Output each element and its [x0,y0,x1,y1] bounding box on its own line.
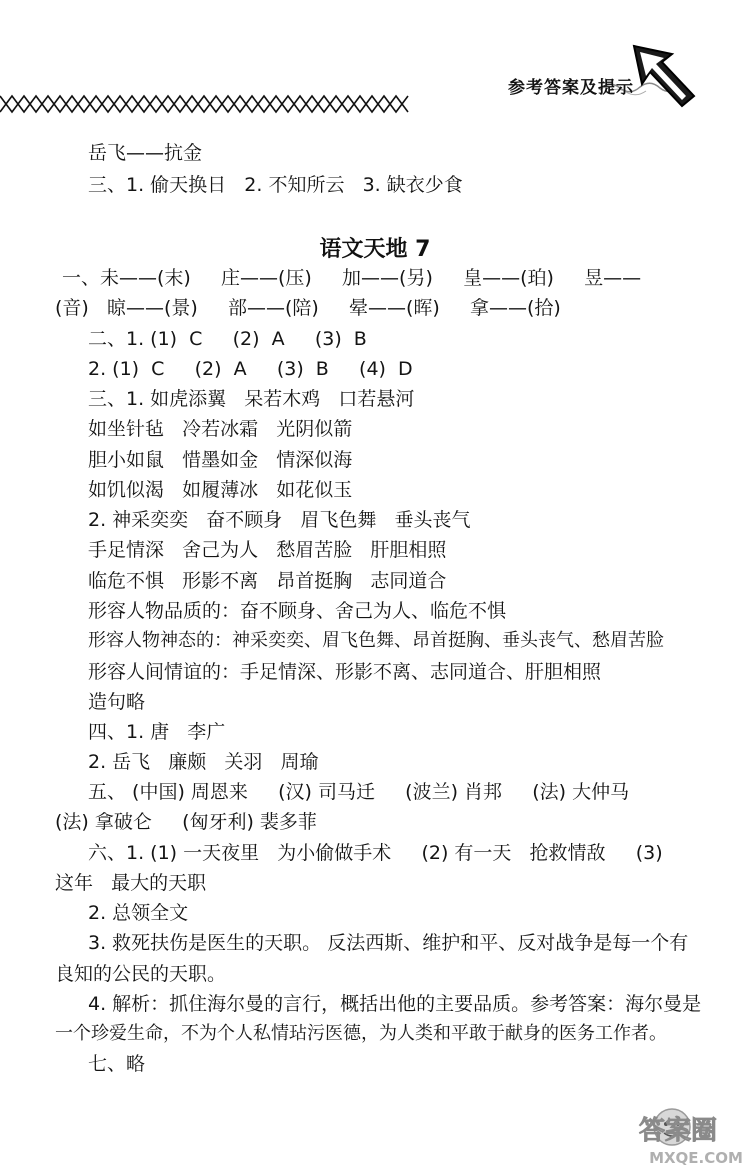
text-line: 形容人物神态的：神采奕奕、眉飞色舞、昂首挺胸、垂头丧气、愁眉苦脸 [88,630,664,651]
text-line: 三、1. 偷天换日 2. 不知所云 3. 缺衣少食 [88,174,463,196]
text-line: 三、1. 如虎添翼 呆若木鸡 口若悬河 [88,388,415,410]
watermark-url: MXQE.COM [649,1149,743,1167]
text-line: (音) 晾——(景) 部——(陪) 晕——(晖) 拿——(拾) [55,297,561,319]
text-line: 胆小如鼠 惜墨如金 情深似海 [88,449,353,471]
text-line: 二、1. (1) C (2) A (3) B [88,328,367,350]
text-line: 形容人间情谊的：手足情深、形影不离、志同道合、肝胆相照 [88,661,602,683]
watermark-logo-text: 答案圈 [638,1116,718,1146]
text-line: 五、 (中国) 周恩来 (汉) 司马迁 (波兰) 肖邦 (法) 大仲马 [88,781,630,803]
text-line: 2. (1) C (2) A (3) B (4) D [88,358,413,380]
text-line: 手足情深 舍己为人 愁眉苦脸 肝胆相照 [88,539,447,561]
text-line: 如坐针毡 冷若冰霜 光阴似箭 [88,418,353,440]
text-line: 3. 救死扶伤是医生的天职。 反法西斯、维护和平、反对战争是每一个有 [88,932,689,954]
header-zigzag-border [0,92,745,116]
text-line: 4. 解析：抓住海尔曼的言行，概括出他的主要品质。参考答案：海尔曼是 [88,993,702,1015]
text-line: 临危不惧 形影不离 昂首挺胸 志同道合 [88,570,447,592]
text-line: 如饥似渴 如履薄冰 如花似玉 [88,479,353,501]
text-line: 形容人物品质的：奋不顾身、舍己为人、临危不惧 [88,600,507,622]
text-line: 2. 总领全文 [88,902,189,924]
text-line: 一、未——(末) 庄——(压) 加——(另) 皇——(珀) 昱—— [62,267,642,289]
text-line: 良知的公民的天职。 [55,963,227,985]
watermark-logo [600,1105,750,1167]
text-line: (法) 拿破仑 (匈牙利) 裴多菲 [55,811,317,833]
section-title: 语文天地 7 [319,237,431,262]
text-line: 七、略 [88,1053,146,1075]
header-title: 参考答案及提示 [508,78,634,98]
text-line: 岳飞——抗金 [88,142,203,164]
text-line: 2. 神采奕奕 奋不顾身 眉飞色舞 垂头丧气 [88,509,471,531]
text-line: 四、1. 唐 李广 [88,721,226,743]
text-line: 六、1. (1) 一天夜里 为小偷做手术 (2) 有一天 抢救情敌 (3) [88,842,663,864]
text-line: 一个珍爱生命，不为个人私情玷污医德，为人类和平敢于献身的医务工作者。 [55,1023,667,1044]
text-line: 这年 最大的天职 [55,872,207,894]
text-line: 造句略 [88,691,146,713]
text-line: 2. 岳飞 廉颇 关羽 周瑜 [88,751,319,773]
